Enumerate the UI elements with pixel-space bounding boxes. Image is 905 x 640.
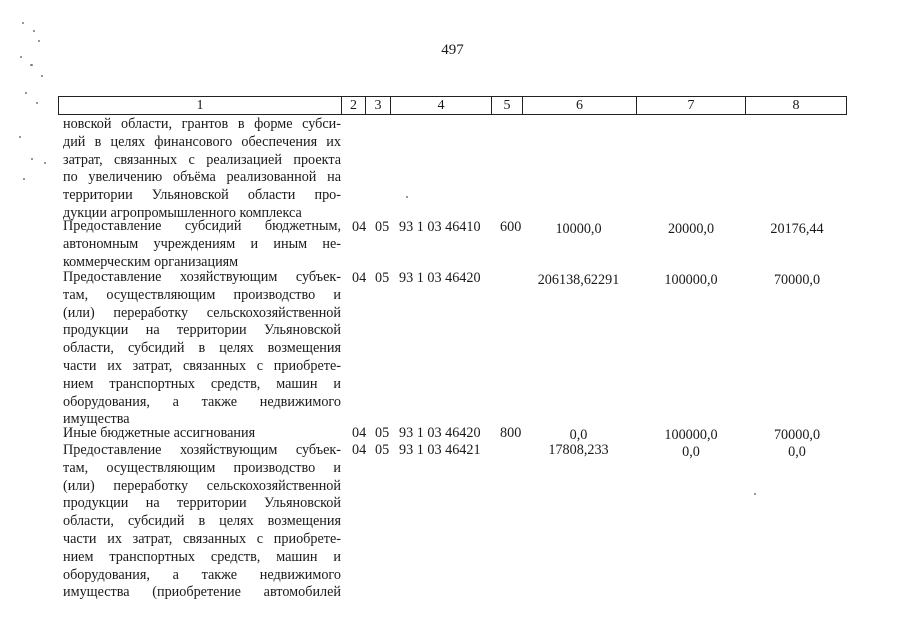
header-col-1: 1 <box>59 97 342 114</box>
description-line: там, осуществляющим производство и <box>63 286 341 303</box>
description-line: имущества <box>63 411 130 428</box>
description-line: Предоставление хозяйствующим субъек- <box>63 269 341 285</box>
cell-expense-type: 800 <box>500 425 522 441</box>
description-line: по увеличению объёма реализованной на <box>63 169 341 186</box>
description-line: нием транспортных средств, машин и <box>63 548 341 565</box>
description-line: имущества (приобретение автомобилей <box>63 584 341 601</box>
cell-subsection: 05 <box>375 219 390 235</box>
cell-section: 04 <box>352 425 367 441</box>
header-col-7: 7 <box>637 97 746 114</box>
cell-section: 04 <box>352 270 367 286</box>
description-line: области, субсидий в целях возмещения <box>63 513 341 530</box>
cell-amount-col6: 0,0 <box>569 427 588 443</box>
description-line: части их затрат, связанных с приобрете- <box>63 357 341 374</box>
description-line: Иные бюджетные ассигнования <box>63 425 256 441</box>
description-line: дий в целях финансового обеспечения их <box>63 133 341 150</box>
description-line: продукции на территории Ульяновской <box>63 495 341 512</box>
cell-subsection: 05 <box>375 442 390 458</box>
cell-amount-col6: 206138,62291 <box>537 272 620 288</box>
description-line: новской области, грантов в форме субси- <box>63 116 341 132</box>
table-row-description <box>63 218 341 271</box>
cell-target-article: 93 1 03 46421 <box>399 442 481 458</box>
description-line: дукции агропромышленного комплекса <box>63 204 302 221</box>
cell-amount-col6: 17808,233 <box>548 442 609 458</box>
header-col-8: 8 <box>792 98 800 113</box>
cell-target-article: 93 1 03 46410 <box>399 219 481 235</box>
description-line: затрат, связанных с реализацией проекта <box>63 151 341 168</box>
cell-section: 04 <box>352 219 367 235</box>
header-col-3: 3 <box>366 97 391 114</box>
description-line: части их затрат, связанных с приобрете- <box>63 530 341 547</box>
header-col-6: 6 <box>523 97 637 114</box>
cell-amount-col7: 100000,0 <box>664 427 718 443</box>
description-line: автономным учреждениям и иным не- <box>63 235 341 252</box>
cell-target-article: 93 1 03 46420 <box>399 425 481 441</box>
description-line: Предоставление хозяйствующим субъек- <box>63 442 341 458</box>
description-line: нием транспортных средств, машин и <box>63 375 341 392</box>
table-row-description <box>63 425 341 443</box>
description-line: (или) переработку сельскохозяйственной <box>63 304 341 321</box>
cell-target-article: 93 1 03 46420 <box>399 270 481 286</box>
description-line: Предоставление субсидий бюджетным, <box>63 218 341 234</box>
cell-amount-col8: 70000,0 <box>773 272 821 288</box>
cell-subsection: 05 <box>375 270 390 286</box>
description-line: области, субсидий в целях возмещения <box>63 340 341 357</box>
header-col-2: 2 <box>342 97 366 114</box>
page-number: 497 <box>441 42 464 58</box>
cell-expense-type: 600 <box>500 219 522 235</box>
cell-amount-col6: 10000,0 <box>555 221 602 237</box>
table-row-description <box>63 116 341 223</box>
cell-amount-col7: 100000,0 <box>664 272 718 288</box>
header-col-4: 4 <box>391 97 492 114</box>
table-row-description <box>63 269 341 429</box>
description-line: оборудования, а также недвижимого <box>63 393 341 410</box>
description-line: там, осуществляющим производство и <box>63 459 341 476</box>
cell-amount-col8: 70000,0 <box>773 427 821 443</box>
description-line: коммерческим организациям <box>63 253 239 270</box>
cell-amount-col8: 0,0 <box>788 444 806 460</box>
description-line: продукции на территории Ульяновской <box>63 322 341 339</box>
header-col-5: 5 <box>492 97 523 114</box>
cell-amount-col7: 20000,0 <box>667 221 715 237</box>
cell-amount-col8: 20176,44 <box>770 221 824 237</box>
description-line: оборудования, а также недвижимого <box>63 566 341 583</box>
cell-amount-col7: 0,0 <box>682 444 700 460</box>
description-line: территории Ульяновской области про- <box>63 187 341 204</box>
table-header-row <box>58 96 847 115</box>
table-row-description <box>63 442 341 602</box>
cell-subsection: 05 <box>375 425 390 441</box>
description-line: (или) переработку сельскохозяйственной <box>63 477 341 494</box>
cell-section: 04 <box>352 442 367 458</box>
